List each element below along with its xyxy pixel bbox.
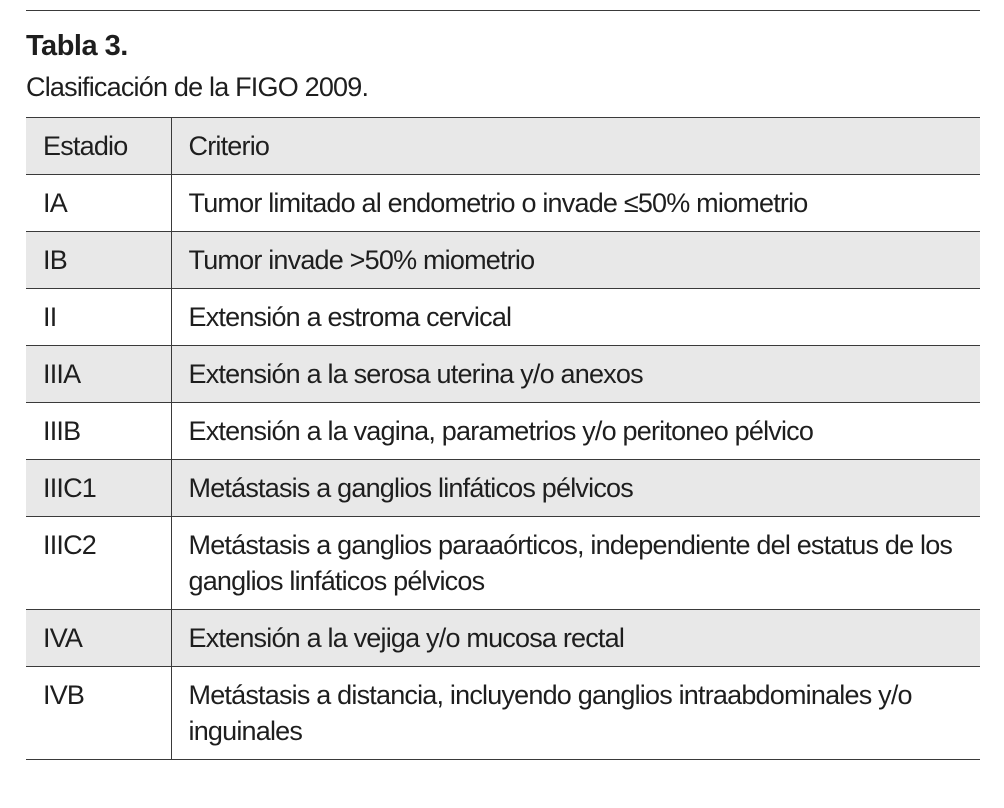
table-caption-subtitle: Clasificación de la FIGO 2009. xyxy=(26,72,369,102)
table-header-row xyxy=(26,118,980,175)
top-rule xyxy=(26,10,980,11)
table-row xyxy=(26,289,980,346)
stage-cell: IB xyxy=(26,232,171,289)
figo-classification-table xyxy=(26,117,980,760)
criterion-cell: Metástasis a distancia, incluyendo ganglios intraabdominales y/o inguinales xyxy=(171,667,980,760)
stage-cell: IIIB xyxy=(26,403,171,460)
table-row xyxy=(26,232,980,289)
table-row xyxy=(26,346,980,403)
stage-cell: IIIC1 xyxy=(26,460,171,517)
stage-cell: IVB xyxy=(26,667,171,760)
stage-cell: IVA xyxy=(26,610,171,667)
table-row xyxy=(26,175,980,232)
criterion-cell: Extensión a la vejiga y/o mucosa rectal xyxy=(171,610,980,667)
table-row xyxy=(26,517,980,610)
stage-cell: II xyxy=(26,289,171,346)
table-caption-title: Tabla 3. xyxy=(26,30,128,62)
table-row xyxy=(26,403,980,460)
criterion-cell: Extensión a la vagina, parametrios y/o peritoneo pélvico xyxy=(171,403,980,460)
stage-cell: IA xyxy=(26,175,171,232)
table-row xyxy=(26,667,980,760)
stage-cell: IIIA xyxy=(26,346,171,403)
column-header-stage: Estadio xyxy=(26,118,171,175)
column-header-criterion: Criterio xyxy=(171,118,980,175)
criterion-cell: Tumor invade >50% miometrio xyxy=(171,232,980,289)
criterion-cell: Extensión a estroma cervical xyxy=(171,289,980,346)
criterion-cell: Tumor limitado al endometrio o invade ≤50% miometrio xyxy=(171,175,980,232)
criterion-cell: Metástasis a ganglios linfáticos pélvicos xyxy=(171,460,980,517)
table-row xyxy=(26,460,980,517)
table-row xyxy=(26,610,980,667)
criterion-cell: Metástasis a ganglios paraaórticos, independiente del estatus de los ganglios linfáticos pélvicos xyxy=(171,517,980,610)
stage-cell: IIIC2 xyxy=(26,517,171,610)
criterion-cell: Extensión a la serosa uterina y/o anexos xyxy=(171,346,980,403)
